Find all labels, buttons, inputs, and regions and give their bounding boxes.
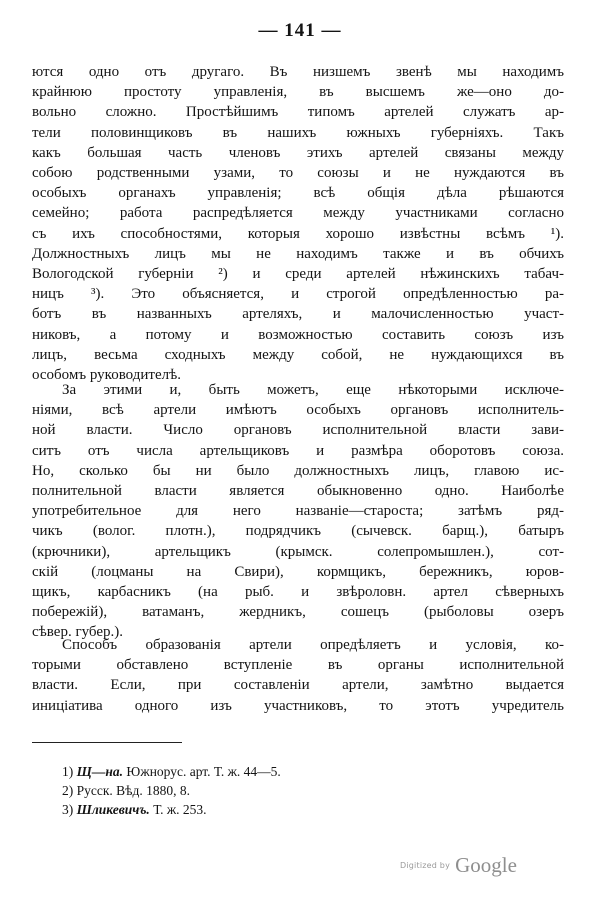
text-line: особыхъ органахъ управленія; всѣ общія дѣла рѣшаются (32, 185, 564, 202)
text-line: собою родственными узами, то союзы и не нуждаются въ (32, 165, 564, 182)
text-line: скій (лоцманы на Свири), кормщикъ, бережникъ, юров- (32, 563, 564, 580)
text-line: полнительной власти является обыкновенно одно. Наиболѣе (32, 483, 564, 500)
text-line: Вологодской губерніи ²) и среди артелей нѣжинскихъ табач- (32, 266, 564, 283)
text-line: лицъ, весьма сходныхъ между собой, не нуждающихся въ (32, 346, 564, 363)
google-logo: Google (455, 853, 517, 877)
footnote-source: Щ—на. (76, 764, 123, 779)
text-line: побережій), ватаманъ, жердникъ, сошецъ (рыболовы озеръ (32, 604, 564, 621)
text-line: Должностныхъ лицъ мы не находимъ также и въ обчихъ (32, 245, 564, 262)
footnote-2 (62, 781, 281, 800)
text-line: власти. Если, при составленіи артели, замѣтно выдается (32, 677, 564, 694)
text-line: ситъ отъ числа артельщиковъ и размѣра оборотовъ союза. (32, 442, 564, 459)
text-line: (крючники), артельщикъ (крымск. солепромышлен.), сот- (32, 543, 564, 560)
text-line: ются одно отъ другаго. Въ низшемъ звенѣ мы находимъ (32, 64, 564, 80)
text-line: ницъ ³). Это объясняется, и строгой опредѣленностью ра- (32, 286, 564, 303)
text-line: За этими и, быть можетъ, еще нѣкоторыми исключе- (62, 382, 564, 398)
page-number: — 141 — (258, 20, 342, 41)
text-line: крайнюю простоту управленія, въ высшемъ же—оно до- (32, 84, 564, 101)
text-line: ботъ въ названныхъ артеляхъ, и малочисленностью участ- (32, 306, 564, 323)
text-line: тели половинщиковъ въ нашихъ южныхъ губерніяхъ. Такъ (32, 124, 564, 141)
footnote-1 (62, 762, 281, 781)
paragraph-3 (32, 635, 564, 716)
text-line: торыми обставлено вступленіе въ органы исполнительной (32, 657, 564, 674)
footnote-marker: 3) (62, 802, 74, 817)
footnote-divider (32, 742, 182, 743)
footnote-marker: 1) (62, 764, 74, 779)
footnote-source: Шликевичъ. (76, 802, 150, 817)
watermark-prefix: Digitized by (400, 861, 450, 870)
text-line: употребительное для него названіе—староста; затѣмъ ряд- (32, 503, 564, 520)
text-line: ніями, всѣ артели имѣютъ особыхъ органовъ исполнитель- (32, 402, 564, 419)
footnote-marker: 2) (62, 783, 74, 798)
digitized-watermark (400, 853, 517, 878)
text-line: семейно; работа распредѣляется между участниками согласно (32, 205, 564, 222)
footnotes (62, 762, 281, 819)
paragraph-2 (32, 380, 564, 643)
footnote-text: Т. ж. 253. (153, 802, 207, 817)
text-line: иниціатива одного изъ участниковъ, то этотъ учредитель (32, 697, 564, 714)
footnote-text: Русск. Вѣд. 1880, 8. (76, 783, 191, 798)
text-line: сѣвер. губер.). (32, 624, 123, 641)
text-line: съ ихъ способностями, которыя хорошо извѣстны всѣмъ ¹). (32, 225, 564, 242)
footnote-text: Южнорус. арт. Т. ж. 44—5. (126, 764, 281, 779)
paragraph-1 (32, 62, 564, 385)
text-line: ной власти. Число органовъ исполнительной власти зави- (32, 422, 564, 439)
text-line: чикъ (волог. плотн.), подрядчикъ (сычевск. барщ.), батыръ (32, 523, 564, 540)
text-line: Способъ образованія артели опредѣляетъ и условія, ко- (62, 637, 564, 653)
footnote-3 (62, 800, 281, 819)
text-line: вольно сложно. Простѣйшимъ типомъ артелей служатъ ар- (32, 104, 564, 121)
text-line: Но, сколько бы ни было должностныхъ лицъ, главою ис- (32, 462, 564, 479)
text-line: особомъ руководителѣ. (32, 367, 182, 384)
text-line: щикъ, карбасникъ (на рыб. и звѣроловн. артел сѣверныхъ (32, 584, 564, 601)
text-line: никовъ, а потому и возможностью составить союзъ изъ (32, 326, 564, 343)
text-line: какъ большая часть членовъ этихъ артелей связаны между (32, 144, 564, 161)
